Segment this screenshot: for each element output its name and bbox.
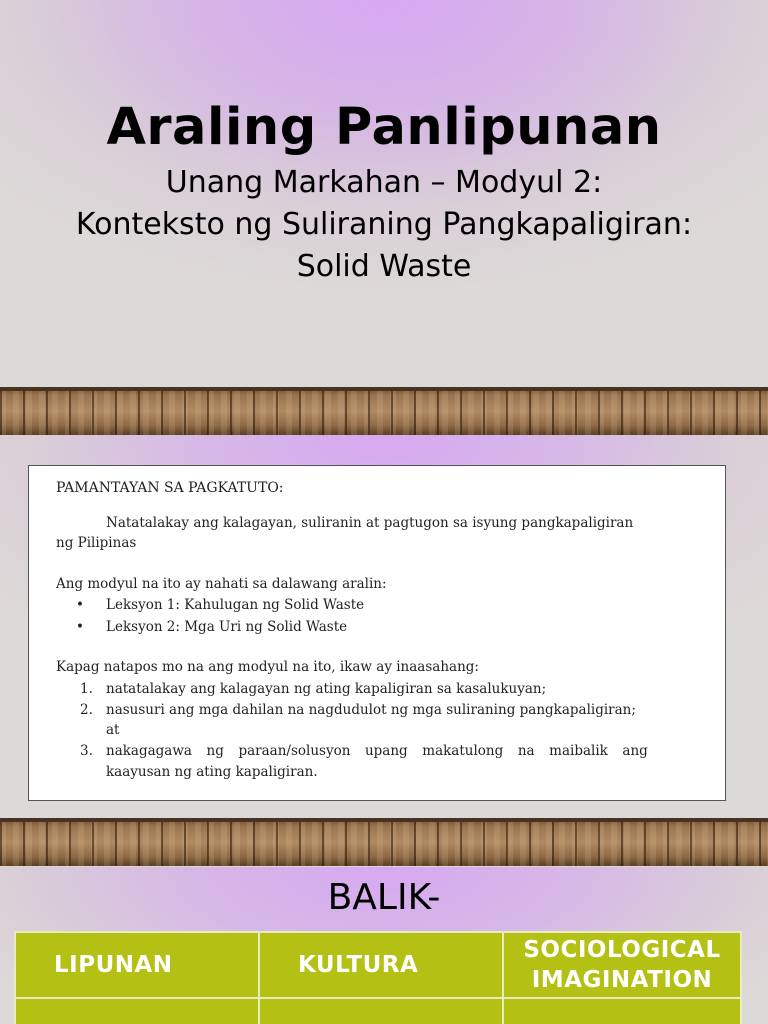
doc-paragraph: ng Pilipinas xyxy=(56,535,137,551)
goal-item xyxy=(80,681,547,697)
cell-line: IMAGINATION xyxy=(531,967,713,993)
slide-subtitle xyxy=(0,162,768,288)
goal-text-continued: kaayusan ng ating kapaligiran. xyxy=(106,764,318,780)
title-slide xyxy=(0,0,768,435)
lesson-item: • Leksyon 1: Kahulugan ng Solid Waste xyxy=(106,597,364,613)
doc-expectation-intro: Kapag natapos mo na ang modyul na ito, ikaw ay inaasahang: xyxy=(56,659,479,675)
learning-standards-slide xyxy=(0,435,768,867)
lesson-item: • Leksyon 2: Mga Uri ng Solid Waste xyxy=(106,619,347,635)
table-cell-kultura: KULTURA xyxy=(259,932,503,998)
goal-text: nasusuri ang mga dahilan na nagdudulot ng mga suliraning pangkapaligiran; xyxy=(106,702,636,718)
cell-line: SOCIOLOGICAL xyxy=(523,937,721,963)
goal-number: 3. xyxy=(80,743,93,759)
wood-floor-decoration xyxy=(0,818,768,866)
doc-paragraph: Natatalakay ang kalagayan, suliranin at pagtugon sa isyung pangkapaligiran xyxy=(106,515,634,531)
doc-heading: PAMANTAYAN SA PAGKATUTO: xyxy=(56,480,284,496)
slide-title: Araling Panlipunan xyxy=(106,98,662,157)
table-cell-empty xyxy=(503,998,741,1024)
subtitle-line: Unang Markahan – Modyul 2: xyxy=(165,165,603,200)
balik-aral-slide xyxy=(0,867,768,1024)
table-cell-sociological-imagination xyxy=(503,932,741,998)
document-image xyxy=(28,465,726,801)
doc-intro: Ang modyul na ito ay nahati sa dalawang aralin: xyxy=(56,576,387,592)
goal-number: 2. xyxy=(80,702,93,718)
goal-text-continued: at xyxy=(106,722,120,738)
goal-item xyxy=(80,743,648,759)
goal-text: nakagagawa ng paraan/solusyon upang makatulong na maibalik ang xyxy=(106,743,648,759)
wood-floor-decoration xyxy=(0,387,768,435)
goal-item xyxy=(80,702,636,718)
table-cell-empty xyxy=(259,998,503,1024)
subtitle-line: Solid Waste xyxy=(296,249,472,284)
table-cell-lipunan: LIPUNAN xyxy=(15,932,259,998)
concept-table xyxy=(14,931,742,1024)
goal-number: 1. xyxy=(80,681,93,697)
slide3-title: BALIK- xyxy=(327,877,441,918)
table-cell-empty xyxy=(15,998,259,1024)
subtitle-line: Konteksto ng Suliraning Pangkapaligiran: xyxy=(75,207,693,242)
goal-text: natatalakay ang kalagayan ng ating kapaligiran sa kasalukuyan; xyxy=(106,681,547,697)
